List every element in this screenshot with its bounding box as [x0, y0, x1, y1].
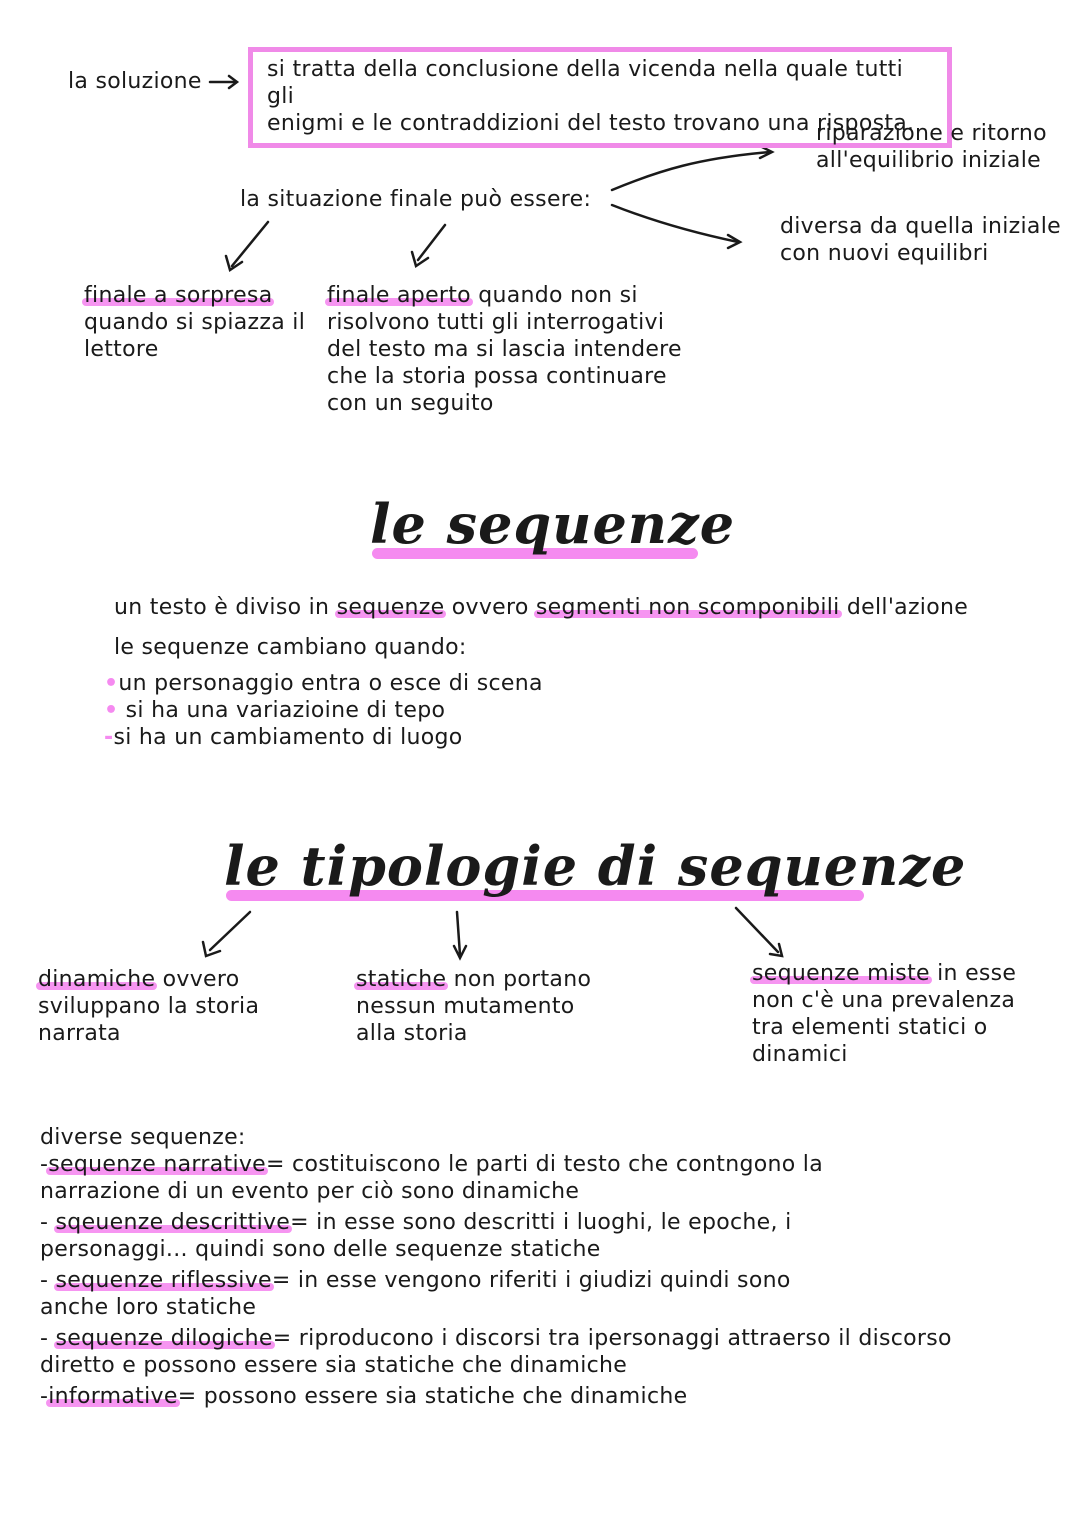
item-rest: = in esse vengono riferiti i giudizi quindi sono [271, 1268, 791, 1293]
item-dash: - [40, 1326, 56, 1351]
open-ending-line-5: con un seguito [327, 391, 494, 416]
branch-different-line-2: con nuovi equilibri [780, 241, 989, 266]
surprise-ending-line-3: lettore [84, 337, 159, 362]
item-term: sequenze narrative [48, 1152, 267, 1177]
solution-box-line-1: si tratta della conclusione della vicenda nella quale tutti gli [267, 57, 903, 109]
branch-different [780, 213, 1061, 267]
final-situation-intro: la situazione finale può essere: [240, 187, 592, 212]
item-continuation: anche loro statiche [40, 1295, 257, 1320]
list-item [40, 1267, 1050, 1321]
mixed-line-1-rest: in esse [929, 961, 1017, 986]
list-item-text: si ha una variazioine di tepo [125, 698, 446, 723]
surprise-ending-line-2: quando si spiazza il [84, 310, 306, 335]
item-dash: - [40, 1210, 56, 1235]
section-title-tipologie: le tipologie di sequenze [224, 834, 967, 898]
item-term: sequenze riflessive [55, 1268, 272, 1293]
branch-repair-line-2: all'equilibrio iniziale [816, 148, 1041, 173]
segments-term: segmenti non scomponibili [535, 595, 840, 620]
open-ending-line-3: del testo ma si lascia intendere [327, 337, 682, 362]
open-ending [327, 282, 747, 417]
mixed-line-2: non c'è una prevalenza [752, 988, 1016, 1013]
item-term: sequenze dilogiche [55, 1326, 273, 1351]
list-item [40, 1383, 1050, 1410]
item-rest: = riproducono i discorsi tra ipersonaggi attraerso il discorso [272, 1326, 952, 1351]
list-item [104, 697, 543, 724]
sequence-types-intro: diverse sequenze: [40, 1125, 246, 1150]
sequences-definition-c: dell'azione [839, 595, 969, 620]
bullet-dot: - [104, 725, 114, 750]
item-term: sqeuenze descrittive [55, 1210, 291, 1235]
item-continuation: personaggi... quindi sono delle sequenze statiche [40, 1237, 601, 1262]
open-ending-term: finale aperto [327, 283, 471, 308]
sequences-definition-a: un testo è diviso in [114, 595, 337, 620]
item-term: informative [48, 1384, 178, 1409]
sequences-change-intro: le sequenze cambiano quando: [114, 635, 467, 660]
bullet-dot: • [104, 671, 119, 696]
list-item [40, 1325, 1050, 1379]
sequences-term: sequenze [336, 595, 445, 620]
item-dash: - [40, 1268, 56, 1293]
static-term: statiche [356, 967, 447, 992]
mixed-term: sequenze miste [752, 961, 930, 986]
item-dash: - [40, 1384, 49, 1409]
section-title-sequenze: le sequenze [370, 492, 736, 556]
mixed-line-3: tra elementi statici o [752, 1015, 988, 1040]
dynamic-line-2: sviluppano la storia [38, 994, 260, 1019]
item-continuation: narrazione di un evento per ciò sono dinamiche [40, 1179, 580, 1204]
branch-repair [816, 120, 1047, 174]
dynamic-line-3: narrata [38, 1021, 121, 1046]
static-sequences [356, 966, 656, 1047]
bullet-dot: • [104, 698, 119, 723]
branch-different-line-1: diversa da quella iniziale [780, 214, 1061, 239]
list-item-text: si ha un cambiamento di luogo [113, 725, 463, 750]
branch-repair-line-1: riparazione e ritorno [816, 121, 1047, 146]
static-line-2: nessun mutamento [356, 994, 575, 1019]
item-continuation: diretto e possono essere sia statiche che dinamiche [40, 1353, 628, 1378]
surprise-ending [84, 282, 314, 363]
open-ending-line-2: risolvono tutti gli interrogativi [327, 310, 665, 335]
open-ending-line-1-rest: quando non si [470, 283, 638, 308]
item-rest: = possono essere sia statiche che dinamiche [177, 1384, 688, 1409]
list-item [40, 1209, 1050, 1263]
sequences-definition [114, 594, 1014, 621]
sequences-definition-b: ovvero [444, 595, 536, 620]
static-line-1-rest: non portano [446, 967, 592, 992]
mixed-sequences [752, 960, 1062, 1068]
item-rest: = costituiscono le parti di testo che contngono la [266, 1152, 823, 1177]
mixed-line-4: dinamici [752, 1042, 848, 1067]
list-item [104, 724, 543, 751]
item-dash: - [40, 1152, 49, 1177]
surprise-ending-term: finale a sorpresa [84, 283, 273, 308]
list-item [104, 670, 543, 697]
dynamic-term: dinamiche [38, 967, 156, 992]
dynamic-sequences [38, 966, 328, 1047]
change-conditions-list [104, 670, 543, 751]
list-item [40, 1151, 1050, 1205]
list-item-text: un personaggio entra o esce di scena [118, 671, 543, 696]
open-ending-line-4: che la storia possa continuare [327, 364, 667, 389]
sequence-types-list [40, 1124, 1050, 1410]
solution-label: la soluzione [68, 69, 202, 94]
solution-box-line-2: enigmi e le contraddizioni del testo trovano una risposta. [267, 111, 915, 136]
dynamic-line-1-rest: ovvero [155, 967, 240, 992]
item-rest: = in esse sono descritti i luoghi, le epoche, i [290, 1210, 792, 1235]
static-line-3: alla storia [356, 1021, 468, 1046]
